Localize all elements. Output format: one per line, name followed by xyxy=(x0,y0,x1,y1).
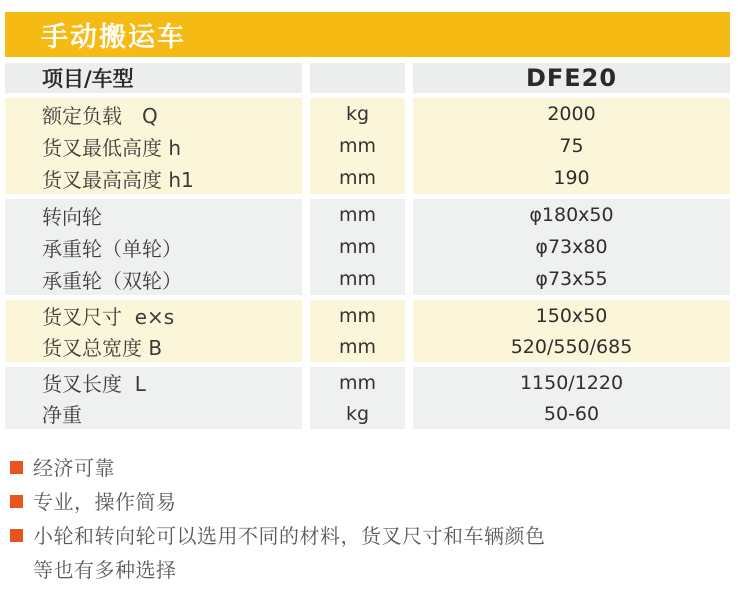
spec-unit-cell xyxy=(310,130,405,162)
spec-label: 货叉最低高度 h xyxy=(42,135,182,160)
feature-item xyxy=(10,485,730,519)
spec-label-cell xyxy=(5,98,302,130)
spec-label-cell xyxy=(5,398,302,429)
feature-item xyxy=(10,451,730,485)
spec-value: φ73x80 xyxy=(535,236,608,258)
spec-label-cell xyxy=(5,331,302,362)
spec-unit-cell xyxy=(310,331,405,362)
spec-value: 150x50 xyxy=(535,304,608,327)
header-model-cell xyxy=(413,63,730,93)
spec-label: 额定负载 Q xyxy=(42,103,158,128)
spec-label-cell xyxy=(5,231,302,263)
spec-unit: mm xyxy=(338,167,377,189)
spec-unit: kg xyxy=(345,402,370,425)
table-row xyxy=(5,130,730,162)
spec-value-cell xyxy=(413,398,730,429)
spec-value: 75 xyxy=(559,135,584,157)
spec-label: 货叉长度 L xyxy=(42,372,146,396)
header-item-label: 项目/车型 xyxy=(42,67,134,91)
square-bullet-icon xyxy=(10,529,23,542)
spec-value: φ73x55 xyxy=(535,268,608,290)
spec-group xyxy=(5,199,730,295)
spec-unit-cell xyxy=(310,199,405,231)
spec-label: 货叉最高高度 h1 xyxy=(42,167,194,192)
table-row xyxy=(5,162,730,194)
page-title: 手动搬运车 xyxy=(41,22,186,53)
spec-label: 转向轮 xyxy=(42,204,102,229)
spec-value-cell xyxy=(413,263,730,295)
table-row xyxy=(5,199,730,231)
spec-value-cell xyxy=(413,98,730,130)
spec-group xyxy=(5,300,730,362)
spec-unit-cell xyxy=(310,231,405,263)
spec-unit-cell xyxy=(310,300,405,331)
header-unit-cell xyxy=(310,63,405,93)
square-bullet-icon xyxy=(10,495,23,508)
table-row xyxy=(5,231,730,263)
spec-label-cell xyxy=(5,162,302,194)
spec-label: 承重轮（单轮） xyxy=(42,236,182,261)
spec-unit: mm xyxy=(338,304,377,327)
spec-label-cell xyxy=(5,199,302,231)
spec-groups xyxy=(5,98,730,429)
spec-group xyxy=(5,367,730,429)
spec-label-cell xyxy=(5,300,302,331)
spec-value-cell xyxy=(413,231,730,263)
square-bullet-icon xyxy=(10,461,23,474)
spec-group xyxy=(5,98,730,194)
table-row xyxy=(5,367,730,398)
spec-value-cell xyxy=(413,130,730,162)
table-header-row xyxy=(5,63,730,93)
spec-value-cell xyxy=(413,300,730,331)
spec-unit: mm xyxy=(338,268,377,290)
title-banner xyxy=(5,12,730,57)
spec-unit: mm xyxy=(338,135,377,157)
table-row xyxy=(5,263,730,295)
feature-text: 专业，操作简易 xyxy=(33,490,177,514)
spec-unit-cell xyxy=(310,367,405,398)
table-row xyxy=(5,98,730,130)
spec-label-cell xyxy=(5,130,302,162)
table-row xyxy=(5,331,730,362)
header-item-cell xyxy=(5,63,302,93)
spec-value-cell xyxy=(413,367,730,398)
feature-text: 经济可靠 xyxy=(33,456,115,480)
spec-label: 货叉总宽度 B xyxy=(42,336,163,360)
spec-label: 承重轮（双轮） xyxy=(42,268,182,293)
spec-unit: mm xyxy=(338,335,377,358)
spec-value: φ180x50 xyxy=(529,204,614,226)
table-row xyxy=(5,398,730,429)
spec-value: 520/550/685 xyxy=(510,335,633,358)
spec-unit: mm xyxy=(338,236,377,258)
spec-value-cell xyxy=(413,199,730,231)
feature-item xyxy=(10,519,730,587)
spec-value-cell xyxy=(413,162,730,194)
spec-table xyxy=(5,63,730,429)
spec-unit: kg xyxy=(345,103,370,125)
spec-label: 货叉尺寸 e×s xyxy=(42,305,175,329)
spec-value: 1150/1220 xyxy=(519,371,624,394)
spec-value: 50-60 xyxy=(543,402,600,425)
spec-unit-cell xyxy=(310,398,405,429)
spec-value: 2000 xyxy=(547,103,596,125)
spec-unit-cell xyxy=(310,98,405,130)
spec-value-cell xyxy=(413,331,730,362)
feature-list xyxy=(5,451,730,587)
feature-text: 小轮和转向轮可以选用不同的材料，货叉尺寸和车辆颜色等也有多种选择 xyxy=(33,524,546,582)
spec-unit: mm xyxy=(338,371,377,394)
spec-value: 190 xyxy=(553,167,590,189)
spec-unit-cell xyxy=(310,263,405,295)
spec-unit-cell xyxy=(310,162,405,194)
spec-label-cell xyxy=(5,263,302,295)
spec-label-cell xyxy=(5,367,302,398)
header-model-label: DFE20 xyxy=(525,64,618,92)
table-row xyxy=(5,300,730,331)
spec-label: 净重 xyxy=(42,403,82,427)
spec-unit: mm xyxy=(338,204,377,226)
